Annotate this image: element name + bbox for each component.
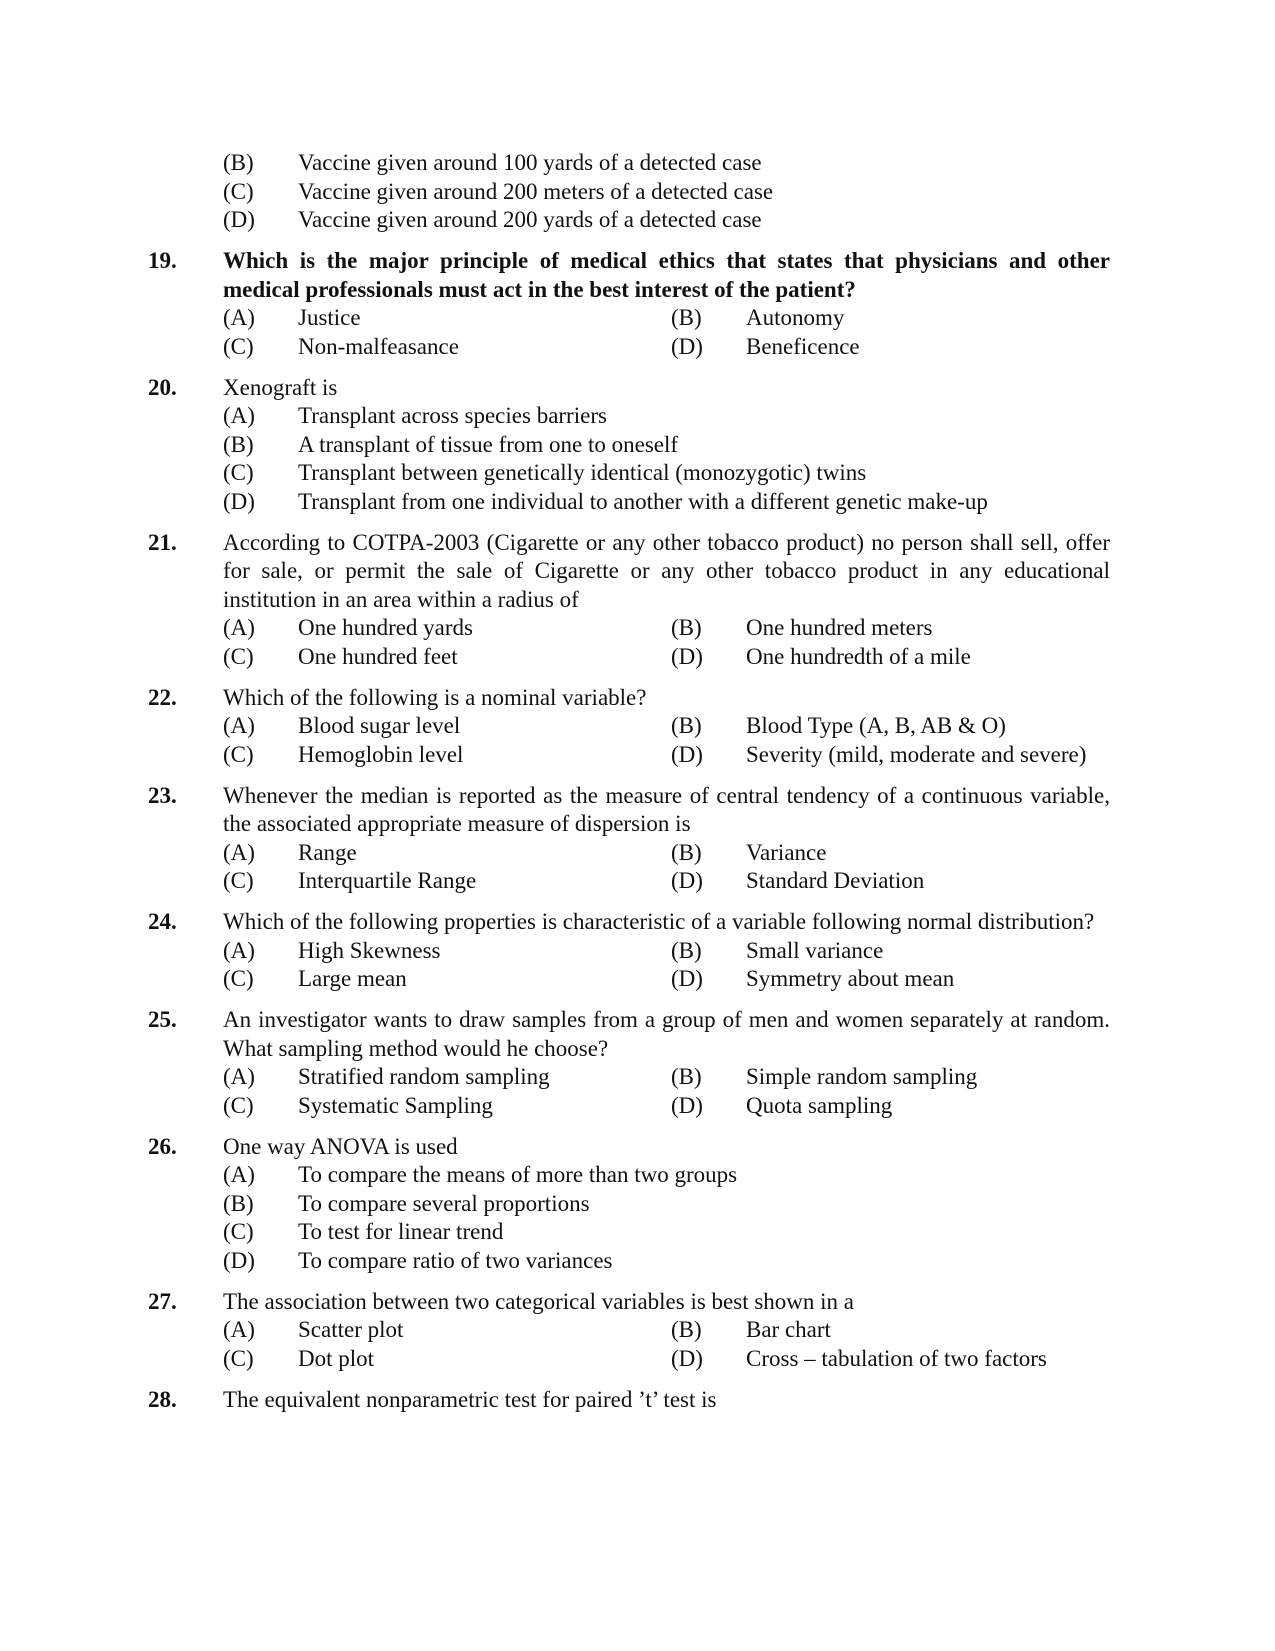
- option-text: Autonomy: [746, 305, 845, 330]
- option-text: Quota sampling: [746, 1092, 893, 1118]
- option: [223, 1161, 1110, 1190]
- option-text: One hundredth of a mile: [746, 643, 971, 669]
- option-label: (D): [671, 1345, 703, 1371]
- question-28: [148, 1386, 1110, 1415]
- option-text: One hundred feet: [298, 643, 458, 669]
- option: [223, 1218, 1110, 1247]
- option-label: (A): [223, 937, 255, 963]
- option: [223, 741, 671, 770]
- option: [223, 333, 671, 362]
- option-text: Transplant from one individual to another with a different genetic make-up: [298, 488, 988, 514]
- option-label: (B): [671, 1064, 702, 1089]
- option-label: (D): [671, 966, 703, 991]
- option-text: Large mean: [298, 966, 407, 991]
- option: [671, 839, 1110, 868]
- question-text: Whenever the median is reported as the measure of central tendency of a continuous variable, the associated appropriate measure of dispersion is: [223, 782, 1110, 836]
- option-label: (A): [223, 403, 255, 428]
- options-grid: [223, 1063, 1110, 1120]
- option-label: (D): [223, 1247, 255, 1273]
- option-label: (D): [223, 488, 255, 514]
- option-text: Variance: [746, 839, 827, 865]
- option-label: (A): [223, 615, 255, 640]
- option-label: (C): [223, 741, 254, 767]
- option-text: Stratified random sampling: [298, 1064, 550, 1089]
- option-text: Vaccine given around 200 yards of a detected case: [298, 207, 762, 232]
- option-text: Standard Deviation: [746, 868, 925, 893]
- option-label: (C): [223, 460, 254, 485]
- option: [671, 1345, 1110, 1374]
- option-label: (B): [671, 713, 702, 738]
- option-label: (C): [223, 1345, 254, 1371]
- option: [223, 1063, 671, 1092]
- option-text: Blood Type (A, B, AB & O): [746, 713, 1006, 738]
- option: [671, 304, 1110, 333]
- question-text: The equivalent nonparametric test for paired ’t’ test is: [223, 1386, 717, 1412]
- option: [671, 965, 1110, 994]
- option-text: Symmetry about mean: [746, 966, 955, 991]
- question-number: 22.: [148, 684, 177, 710]
- option-text: Bar chart: [746, 1317, 831, 1342]
- option: [223, 937, 671, 966]
- option-label: (B): [671, 937, 702, 963]
- option: [223, 839, 671, 868]
- option-text: Transplant between genetically identical (monozygotic) twins: [298, 460, 867, 485]
- question-number: 25.: [148, 1007, 177, 1032]
- option: [223, 431, 1110, 460]
- option: [223, 1345, 671, 1374]
- option-label: (D): [671, 868, 703, 893]
- question-25: [148, 1006, 1110, 1120]
- question-text: Which is the major principle of medical ethics that states that physicians and other medical professionals must act in the best interest of the patient?: [223, 248, 1110, 302]
- option-text: To compare several proportions: [298, 1190, 590, 1216]
- option-text: To test for linear trend: [298, 1219, 504, 1244]
- option-label: (A): [223, 1064, 255, 1089]
- options-grid: [223, 614, 1110, 671]
- option-text: Vaccine given around 100 yards of a detected case: [298, 150, 762, 175]
- option-label: (A): [223, 1162, 255, 1187]
- option-text: Systematic Sampling: [298, 1092, 493, 1118]
- option: [223, 459, 1110, 488]
- question-number: 28.: [148, 1386, 177, 1412]
- option-label: (A): [223, 713, 255, 738]
- question-19: [148, 247, 1110, 361]
- option: [671, 712, 1110, 741]
- option-text: Hemoglobin level: [298, 741, 464, 767]
- option-text: Beneficence: [746, 333, 860, 359]
- question-text: Xenograft is: [223, 374, 338, 400]
- option: [671, 1092, 1110, 1121]
- option: [223, 867, 671, 896]
- option-text: To compare ratio of two variances: [298, 1247, 613, 1273]
- question-20: [148, 374, 1110, 517]
- option-text: Cross – tabulation of two factors: [746, 1345, 1047, 1371]
- option-text: Simple random sampling: [746, 1064, 978, 1089]
- option: [671, 937, 1110, 966]
- option-label: (C): [223, 333, 254, 359]
- options-grid: [223, 712, 1110, 769]
- question-21: [148, 529, 1110, 672]
- option-text: High Skewness: [298, 937, 441, 963]
- option-text: Transplant across species barriers: [298, 403, 607, 428]
- option-text: Blood sugar level: [298, 713, 461, 738]
- option-label: (C): [223, 178, 254, 204]
- option-label: (A): [223, 305, 255, 330]
- options-grid: [223, 1316, 1110, 1373]
- question-number: 20.: [148, 374, 177, 400]
- option-label: (C): [223, 1092, 254, 1118]
- option-label: (B): [223, 431, 254, 457]
- option-label: (C): [223, 643, 254, 669]
- option: [223, 304, 671, 333]
- question-22: [148, 684, 1110, 770]
- option-text: Interquartile Range: [298, 868, 477, 893]
- continued-options: [223, 149, 1110, 235]
- option-text: Vaccine given around 200 meters of a detected case: [298, 178, 774, 204]
- option-text: Small variance: [746, 937, 884, 963]
- question-text: Which of the following is a nominal variable?: [223, 684, 647, 710]
- option: [223, 965, 671, 994]
- option-text: A transplant of tissue from one to oneself: [298, 431, 679, 457]
- option: [223, 1247, 1110, 1276]
- question-24: [148, 908, 1110, 994]
- option: [223, 206, 1110, 235]
- option: [671, 1063, 1110, 1092]
- option-text: One hundred yards: [298, 615, 474, 640]
- option-label: (B): [671, 839, 702, 865]
- option-text: One hundred meters: [746, 615, 933, 640]
- question-text: Which of the following properties is characteristic of a variable following normal distribution?: [223, 909, 1095, 934]
- option-text: Dot plot: [298, 1345, 375, 1371]
- option: [223, 402, 1110, 431]
- question-number: 24.: [148, 909, 177, 934]
- option: [671, 1316, 1110, 1345]
- question-23: [148, 782, 1110, 896]
- option-label: (B): [223, 1190, 254, 1216]
- option: [223, 178, 1110, 207]
- option-label: (D): [223, 207, 255, 232]
- option-label: (D): [671, 1092, 703, 1118]
- option-label: (A): [223, 1317, 255, 1342]
- option-label: (B): [671, 615, 702, 640]
- option: [223, 643, 671, 672]
- question-number: 26.: [148, 1133, 177, 1159]
- option-label: (C): [223, 966, 254, 991]
- option: [671, 741, 1110, 770]
- option-label: (D): [671, 741, 703, 767]
- option-text: Non-malfeasance: [298, 333, 459, 359]
- option-text: Range: [298, 839, 357, 865]
- option: [223, 149, 1110, 178]
- option: [671, 333, 1110, 362]
- question-number: 19.: [148, 248, 177, 273]
- question-text: An investigator wants to draw samples from a group of men and women separately at random. What sampling method would he choose?: [223, 1007, 1110, 1061]
- option-label: (B): [223, 150, 254, 175]
- option-text: Severity (mild, moderate and severe): [746, 741, 1087, 767]
- question-number: 27.: [148, 1288, 177, 1314]
- option: [223, 712, 671, 741]
- option-label: (C): [223, 868, 254, 893]
- options-grid: [223, 937, 1110, 994]
- option-text: To compare the means of more than two groups: [298, 1162, 738, 1187]
- options-grid: [223, 304, 1110, 361]
- options-grid: [223, 839, 1110, 896]
- option: [223, 614, 671, 643]
- question-27: [148, 1288, 1110, 1374]
- question-text: According to COTPA-2003 (Cigarette or any other tobacco product) no person shall sell, offer for sale, or permit the sale of Cigarette or any other tobacco product in any educational institution in an area within a radius of: [223, 529, 1110, 612]
- option-label: (D): [671, 643, 703, 669]
- option: [671, 643, 1110, 672]
- option: [223, 1316, 671, 1345]
- question-text: One way ANOVA is used: [223, 1133, 458, 1159]
- question-text: The association between two categorical variables is best shown in a: [223, 1288, 855, 1314]
- question-number: 21.: [148, 529, 177, 555]
- option-label: (D): [671, 333, 703, 359]
- option: [223, 1092, 671, 1121]
- option-label: (C): [223, 1219, 254, 1244]
- option-label: (B): [671, 305, 702, 330]
- option-label: (B): [671, 1317, 702, 1342]
- question-number: 23.: [148, 782, 177, 808]
- option-text: Justice: [298, 305, 361, 330]
- option: [671, 867, 1110, 896]
- option-label: (A): [223, 839, 255, 865]
- option-text: Scatter plot: [298, 1317, 404, 1342]
- question-26: [148, 1133, 1110, 1276]
- option: [223, 1190, 1110, 1219]
- question-list: [148, 149, 1110, 1414]
- option: [671, 614, 1110, 643]
- option: [223, 488, 1110, 517]
